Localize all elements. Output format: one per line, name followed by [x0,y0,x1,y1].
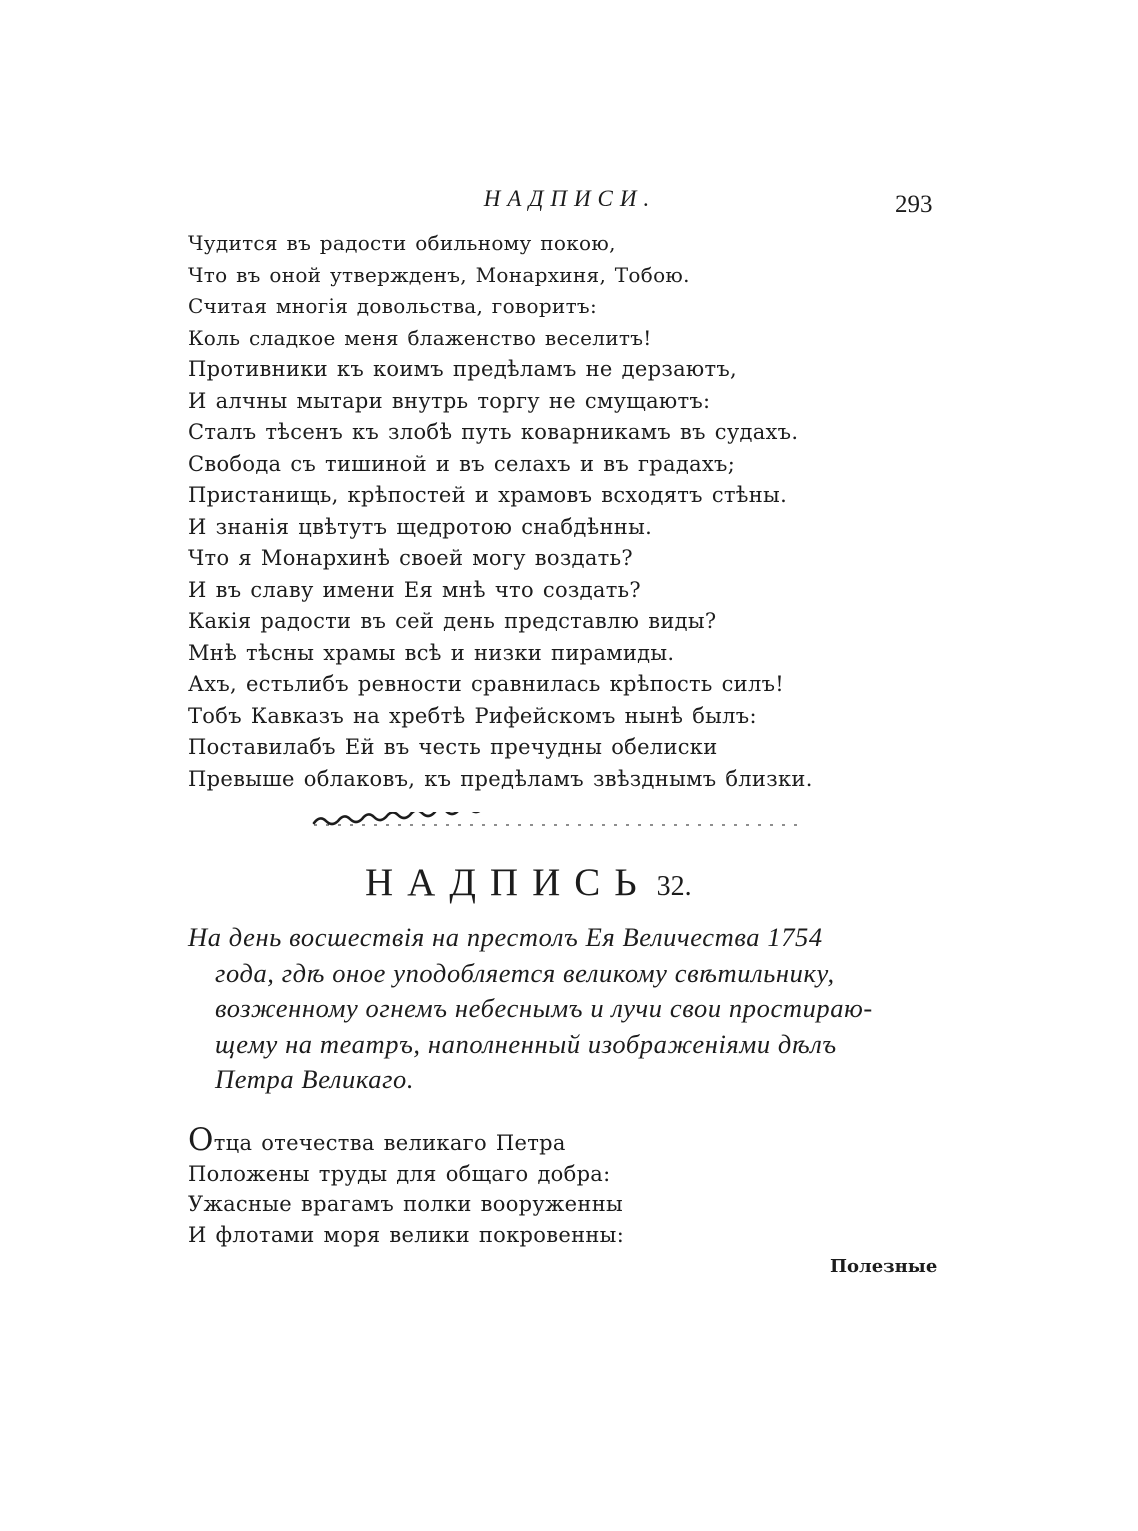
verse-line: Что я Монархинѣ своей могу воздать? [188,546,633,570]
verse-line: Чудится въ радости обильному покою, [188,231,616,255]
section-heading [365,860,692,905]
ornamental-divider [312,812,802,832]
verse-line: Какія радости въ сей день представлю виды? [188,609,717,633]
verse-line: Пристанищь, крѣпостей и храмовъ всходятъ стѣны. [188,483,788,507]
verse-line: Коль сладкое меня блаженство веселитъ! [188,325,652,350]
verse-line: Тобъ Кавказъ на хребтѣ Рифейскомъ нынѣ былъ: [188,703,757,728]
subtitle-line: Петра Великаго. [215,1064,415,1094]
verse-line: И въ славу имени Ея мнѣ что создать? [188,577,641,602]
verse-line: Превыше облаковъ, къ предѣламъ звѣзднымъ близки. [188,766,813,791]
running-title: НАДПИСИ. [483,186,657,211]
heading-number: 32. [656,871,692,902]
subtitle-line: На день восшествія на престолъ Ея Величества 1754 [188,922,823,952]
verse-line: И флотами моря велики покровенны: [188,1222,625,1247]
verse-line: Считая многія довольства, говоритъ: [188,294,597,318]
inscription-32-poem [188,1122,625,1250]
verse-line: И знанія цвѣтутъ щедротою снабдѣнны. [188,514,653,539]
subtitle-line: щему на театръ, наполненный изображеніями дѣлъ [215,1028,837,1059]
verse-line: И алчны мытари внутрь торгу не смущаютъ: [188,388,711,413]
first-line-text: тца отечества великаго Петра [213,1131,566,1155]
verse-line: Ахъ, естьлибъ ревности сравнилась крѣпость силъ! [188,672,785,696]
verse-line: Что въ оной утвержденъ, Монархиня, Тобою. [188,262,690,287]
verse-line: Поставилабъ Ей въ честь пречудны обелиски [188,735,718,759]
heading-word: НАДПИСЬ [365,861,651,904]
subtitle-line: возженному огнемъ небеснымъ и лучи свои простираю- [215,993,873,1023]
verse-line: Положены труды для общаго добра: [188,1161,611,1186]
verse-line: Свобода съ тишиной и въ селахъ и въ градахъ; [188,451,736,476]
verse-line [188,1122,624,1159]
drop-cap: О [188,1122,214,1158]
inscription-31-poem-ending [188,228,813,795]
inscription-subtitle [188,920,953,1098]
verse-line: Противники къ коимъ предѣламъ не дерзаютъ, [188,357,738,381]
verse-line: Ужасные врагамъ полки вооруженны [188,1192,624,1216]
verse-line: Мнѣ тѣсны храмы всѣ и низки пирамиды. [188,640,675,665]
catchword: Полезные [830,1256,938,1277]
page-number: 293 [895,191,933,218]
verse-line: Сталъ тѣсенъ къ злобѣ путь коварникамъ въ судахъ. [188,420,799,444]
subtitle-line: года, гдѣ оное уподобляется великому свѣтильнику, [215,957,835,988]
